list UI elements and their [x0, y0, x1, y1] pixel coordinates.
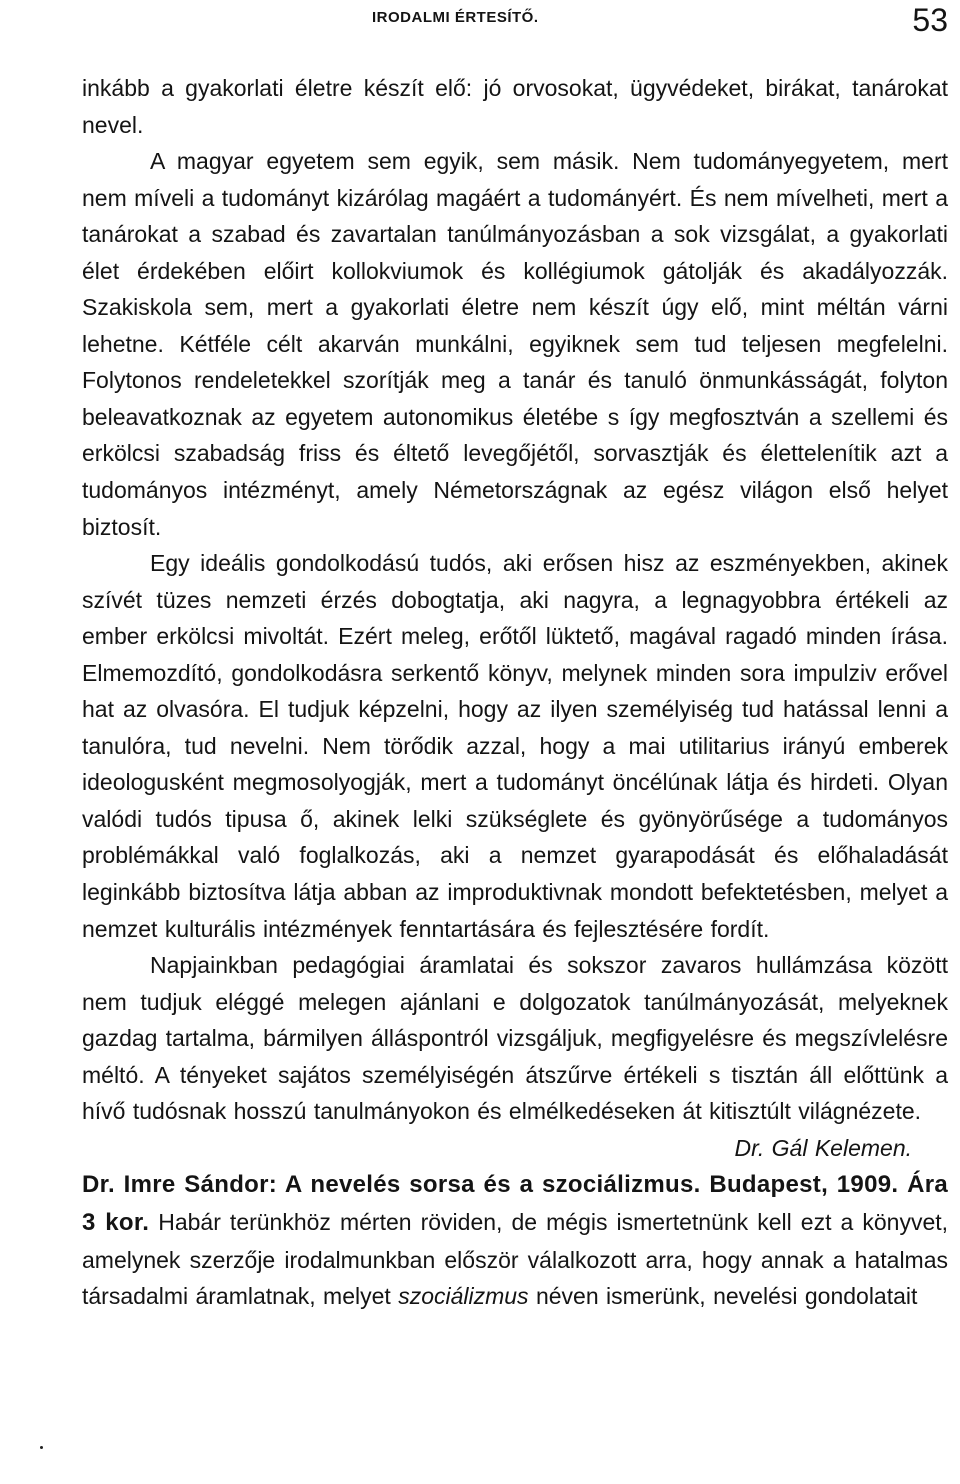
- body-text: [82, 70, 948, 1315]
- paragraph: Egy ideális gondolkodású tudós, aki erősen hisz az eszményekben, akinek szívét tüzes nemzeti érzés dobogtatja, aki nagyra, a legnagyobbra értékeli az ember erkölcsi mivoltát. Ezért meleg, erőtől lüktető, magával ragadó minden írása. Elmemozdító, gondolkodásra serkentő könyv, melynek minden sora impulziv erővel hat az olvasóra. El tudjuk képzelni, hogy az ilyen személyiség tud hatással lenni a tanulóra, tud nevelni. Nem törődik azzal, hogy a mai utilitarius irányú emberek ideologusként megmosolyogják, mert a tudományt öncélúnak látja és hirdeti. Olyan valódi tudós tipusa ő, akinek lelki szükséglete és gyönyörűsége a tudományos problémákkal való foglalkozás, aki a nemzet gyarapodását és előhaladását leginkább biztosítva látja abban az improduktivnak mondott befektetésben, melyet a nemzet kulturális intézmények fenntartására és fejlesztésére fordít.: [82, 550, 948, 942]
- review-paragraph: [82, 1166, 948, 1314]
- margin-mark: [40, 1446, 43, 1449]
- page-number: 53: [912, 2, 948, 38]
- author-signature: Dr. Gál Kelemen.: [734, 1134, 912, 1161]
- page-header: [82, 0, 948, 44]
- paragraph: A magyar egyetem sem egyik, sem másik. Nem tudományegyetem, mert nem míveli a tudományt kizárólag magáért a tudományért. És nem mívelheti, mert a tanárokat a szabad és zavartalan tanúlmányozásban a sok vizsgálat, a gyakorlati élet érdekében előirt kollokviumok és kollégiumok gátolják és akadályozzák. Szakiskola sem, mert a gyakorlati életre nem készít úgy elő, mint méltán várni lehetne. Kétféle célt akarván munkálni, egyiknek sem tud teljesen megfelelni. Folytonos rendeletekkel szorítják meg a tanár és tanuló önmunkásságát, folyton beleavatkoznak az egyetem autonomikus életébe s így megfosztván a szellemi és erkölcsi szabadság friss és éltető levegőjétől, sorvasztják és élettelenítik azt a tudományos intézményt, amely Németországnak az egész világon első helyet biztosít.: [82, 148, 948, 540]
- review-text-continued: néven ismerünk, nevelési gondolatait: [535, 1283, 918, 1310]
- paragraph: Napjainkban pedagógiai áramlatai és sokszor zavaros hullámzása között nem tudjuk eléggé melegen ajánlani e dolgozatok tanúlmányozását, melyeknek gazdag tartalma, bármilyen álláspontról vizsgáljuk, megfigyelésre és megszívlelésre méltó. A tényeket sajátos személyiségén átszűrve értékeli s tisztán áll előttünk a hívő tudósnak hosszú tanulmányokon és elmélkedéseken át kitisztúlt világnézete.: [82, 952, 948, 1125]
- review-title: Dr. Imre Sándor: A nevelés sorsa és a szociálizmus. Budapest, 1909. Ára 3 kor.: [82, 1171, 948, 1236]
- review-italic-term: szociálizmus: [398, 1283, 529, 1310]
- paragraph: inkább a gyakorlati életre készít elő: jó orvosokat, ügyvédeket, birákat, tanárokat nevel.: [82, 75, 948, 138]
- review-text: Habár terünkhöz mérten röviden, de mégis ismertetnünk kell ezt a könyvet, amelynek szerzője irodalmunkban először válalkozott arra, hogy annak a hatalmas társadalmi áramlatnak, melyet: [82, 1208, 949, 1310]
- running-head: IRODALMI ÉRTESÍTŐ.: [372, 9, 539, 26]
